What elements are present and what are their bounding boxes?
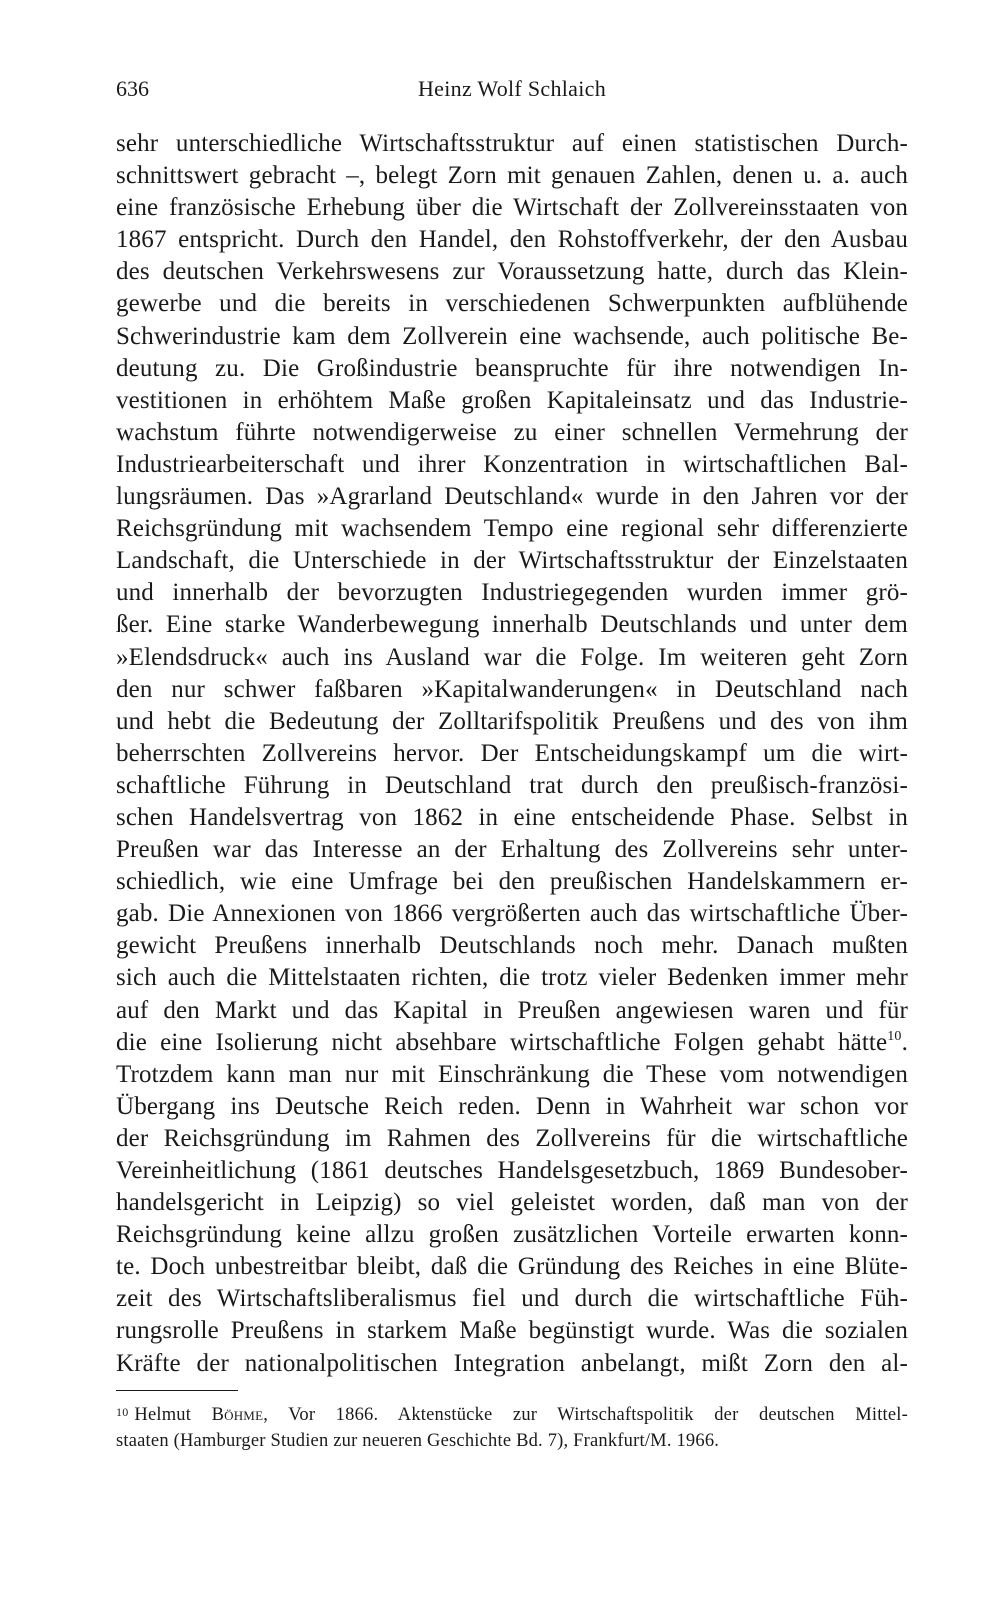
text-line: beherrschten Zollvereins hervor. Der Entscheidungskampf um die wirt- bbox=[116, 739, 908, 767]
text-line: und hebt die Bedeutung der Zolltarifspolitik Preußens und des von ihm bbox=[116, 707, 908, 735]
text-line: Reichsgründung keine allzu großen zusätzlichen Vorteile erwarten konn- bbox=[116, 1221, 908, 1249]
page-number: 636 bbox=[116, 76, 149, 101]
text-line: Schwerindustrie kam dem Zollverein eine wachsende, auch politische Be- bbox=[116, 322, 908, 350]
text-line: des deutschen Verkehrswesens zur Voraussetzung hatte, durch das Klein- bbox=[116, 258, 908, 286]
text-line: auf den Markt und das Kapital in Preußen angewiesen waren und für bbox=[116, 996, 908, 1024]
footnote-mark: 10 bbox=[116, 1405, 129, 1419]
text-line: Kräfte der nationalpolitischen Integration anbelangt, mißt Zorn den al- bbox=[116, 1349, 908, 1377]
footnote-line: staaten (Hamburger Studien zur neueren Geschichte Bd. 7), Frankfurt/M. 1966. bbox=[116, 1430, 720, 1451]
text-line: Reichsgründung mit wachsendem Tempo eine regional sehr differenzierte bbox=[116, 515, 908, 543]
text-line: gewerbe und die bereits in verschiedenen Schwerpunkten aufblühende bbox=[116, 290, 908, 318]
running-head: Heinz Wolf Schlaich bbox=[417, 76, 607, 101]
text-line: ßer. Eine starke Wanderbewegung innerhalb Deutschlands und unter dem bbox=[116, 611, 908, 639]
footnote-author-surname: Böhme bbox=[211, 1405, 264, 1425]
text-line-segment: die eine Isolierung nicht absehbare wirtschaftliche Folgen gehabt hätte bbox=[116, 1028, 888, 1056]
text-line: rungsrolle Preußens in starkem Maße begünstigt wurde. Was die sozialen bbox=[116, 1317, 908, 1345]
footnote-line bbox=[116, 1403, 908, 1429]
text-line: te. Doch unbestreitbar bleibt, daß die Gründung des Reiches in eine Blüte- bbox=[116, 1253, 908, 1281]
text-line: zeit des Wirtschaftsliberalismus fiel und durch die wirtschaftliche Füh- bbox=[116, 1285, 908, 1313]
text-line: eine französische Erhebung über die Wirtschaft der Zollvereinsstaaten von bbox=[116, 194, 908, 222]
text-line: 1867 entspricht. Durch den Handel, den Rohstoffverkehr, der den Ausbau bbox=[116, 226, 908, 254]
text-line: sehr unterschiedliche Wirtschaftsstruktur auf einen statistischen Durch- bbox=[116, 130, 908, 157]
text-line: handelsgericht in Leipzig) so viel geleistet worden, daß man von der bbox=[116, 1189, 908, 1217]
text-line: gewicht Preußens innerhalb Deutschlands noch mehr. Danach mußten bbox=[116, 932, 908, 960]
text-line: Industriearbeiterschaft und ihrer Konzentration in wirtschaftlichen Bal- bbox=[116, 450, 908, 478]
body-text bbox=[116, 128, 908, 1380]
text-line: schnittswert gebracht –, belegt Zorn mit genauen Zahlen, denen u. a. auch bbox=[116, 162, 908, 190]
footnotes bbox=[116, 1403, 908, 1454]
text-line: »Elendsdruck« auch ins Ausland war die Folge. Im weiteren geht Zorn bbox=[116, 643, 908, 671]
text-line: Trotzdem kann man nur mit Einschränkung die These vom notwendigen bbox=[116, 1060, 908, 1088]
text-line: der Reichsgründung im Rahmen des Zollvereins für die wirtschaftliche bbox=[116, 1124, 908, 1152]
text-line: wachstum führte notwendigerweise zu einer schnellen Vermehrung der bbox=[116, 418, 908, 446]
text-line: den nur schwer faßbaren »Kapitalwanderungen« in Deutschland nach bbox=[116, 675, 908, 703]
footnote-author-first: Helmut bbox=[134, 1405, 212, 1425]
text-line: Landschaft, die Unterschiede in der Wirtschaftsstruktur der Einzelstaaten bbox=[116, 547, 908, 575]
text-line: schiedlich, wie eine Umfrage bei den preußischen Handelskammern er- bbox=[116, 868, 908, 896]
text-line: Preußen war das Interesse an der Erhaltung des Zollvereins sehr unter- bbox=[116, 836, 908, 864]
page-header bbox=[116, 72, 908, 106]
footnote-separator bbox=[116, 1390, 238, 1391]
footnote-reference-punctuation: . bbox=[901, 1028, 908, 1056]
text-line: Übergang ins Deutsche Reich reden. Denn in Wahrheit war schon vor bbox=[116, 1092, 908, 1120]
footnote-reference: 10 bbox=[887, 1028, 902, 1044]
text-line-with-footnote-ref bbox=[116, 1027, 908, 1059]
text-line: sich auch die Mittelstaaten richten, die trotz vieler Bedenken immer mehr bbox=[116, 964, 908, 992]
text-line: und innerhalb der bevorzugten Industriegegenden wurden immer grö- bbox=[116, 579, 908, 607]
footnote-citation-text: , Vor 1866. Aktenstücke zur Wirtschaftspolitik der deutschen Mittel- bbox=[263, 1405, 908, 1425]
text-line: schaftliche Führung in Deutschland trat durch den preußisch-französi- bbox=[116, 771, 908, 799]
text-line: vestitionen in erhöhtem Maße großen Kapitaleinsatz und das Industrie- bbox=[116, 386, 908, 414]
text-line: gab. Die Annexionen von 1866 vergrößerten auch das wirtschaftliche Über- bbox=[116, 900, 908, 928]
text-line: lungsräumen. Das »Agrarland Deutschland« wurde in den Jahren vor der bbox=[116, 483, 908, 511]
text-line: schen Handelsvertrag von 1862 in eine entscheidende Phase. Selbst in bbox=[116, 803, 908, 831]
text-line: Vereinheitlichung (1861 deutsches Handelsgesetzbuch, 1869 Bundesober- bbox=[116, 1157, 908, 1184]
text-line: deutung zu. Die Großindustrie beanspruchte für ihre notwendigen In- bbox=[116, 354, 908, 382]
